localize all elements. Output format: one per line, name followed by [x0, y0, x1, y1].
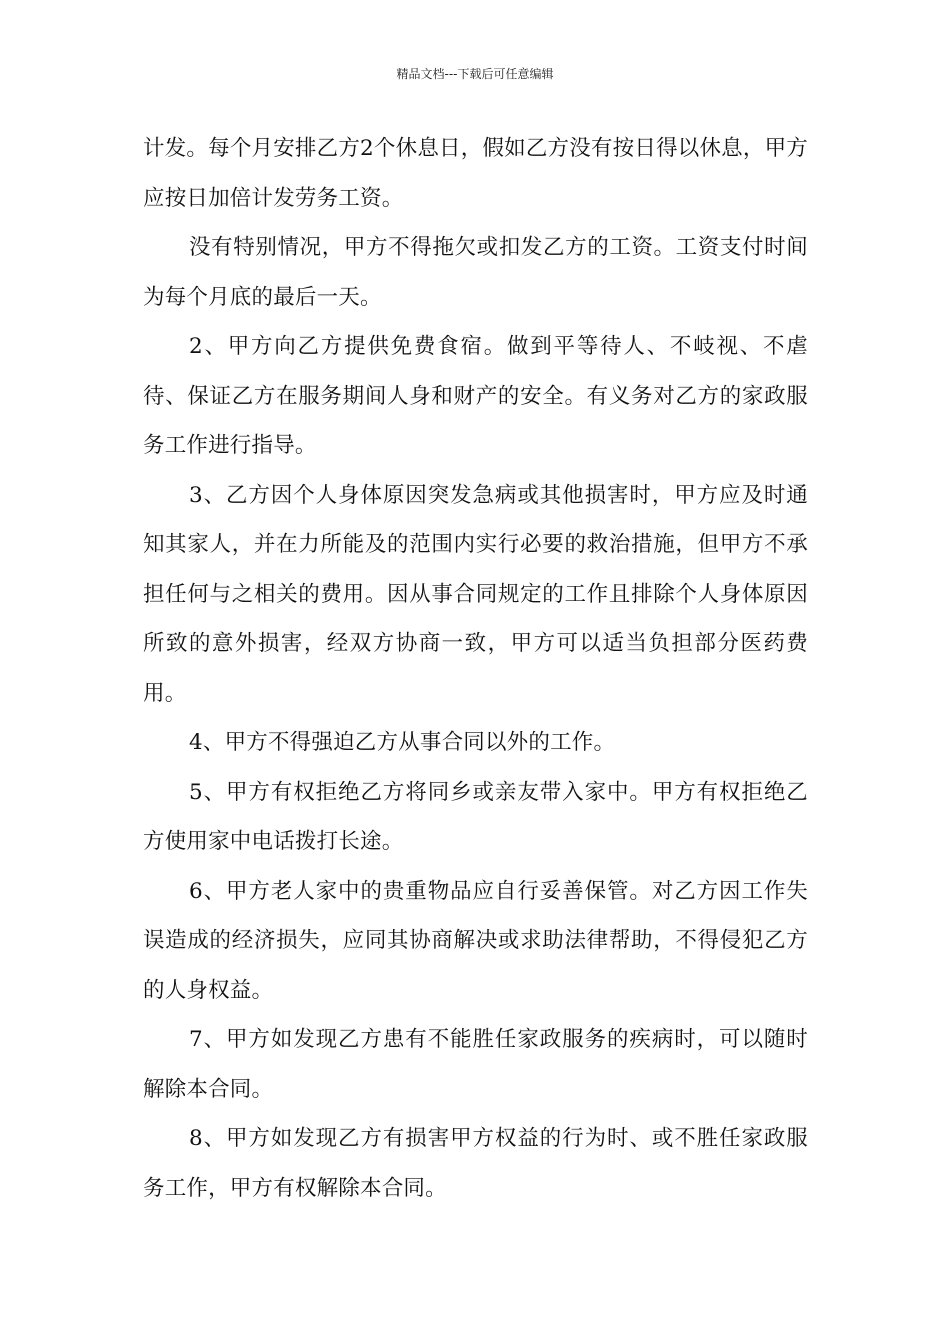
- paragraph-clause-4: 4、甲方不得强迫乙方从事合同以外的工作。: [189, 730, 616, 755]
- paragraph-wage-continued: 计发。每个月安排乙方2个休息日，假如乙方没有按日得以休息，甲方应按日加倍计发劳务工资。: [143, 136, 808, 211]
- paragraph-payment-time: 没有特别情况，甲方不得拖欠或扣发乙方的工资。工资支付时间为每个月底的最后一天。: [143, 235, 808, 310]
- page-header: 精品文档---下载后可任意编辑: [396, 67, 554, 81]
- paragraph-clause-7: 7、甲方如发现乙方患有不能胜任家政服务的疾病时，可以随时解除本合同。: [143, 1027, 808, 1102]
- paragraph-clause-8: 8、甲方如发现乙方有损害甲方权益的行为时、或不胜任家政服务工作，甲方有权解除本合同。: [143, 1126, 808, 1201]
- paragraph-clause-3: 3、乙方因个人身体原因突发急病或其他损害时，甲方应及时通知其家人，并在力所能及的范围内实行必要的救治措施，但甲方不承担任何与之相关的费用。因从事合同规定的工作且排除个人身体原因所致的意外损害，经双方协商一致，甲方可以适当负担部分医药费用。: [143, 482, 808, 706]
- paragraph-clause-6: 6、甲方老人家中的贵重物品应自行妥善保管。对乙方因工作失误造成的经济损失，应同其协商解决或求助法律帮助，不得侵犯乙方的人身权益。: [143, 878, 808, 1003]
- document-body: [143, 124, 808, 1213]
- paragraph-clause-2: 2、甲方向乙方提供免费食宿。做到平等待人、不岐视、不虐待、保证乙方在服务期间人身和财产的安全。有义务对乙方的家政服务工作进行指导。: [143, 334, 808, 458]
- paragraph-clause-5: 5、甲方有权拒绝乙方将同乡或亲友带入家中。甲方有权拒绝乙方使用家中电话拨打长途。: [143, 779, 808, 854]
